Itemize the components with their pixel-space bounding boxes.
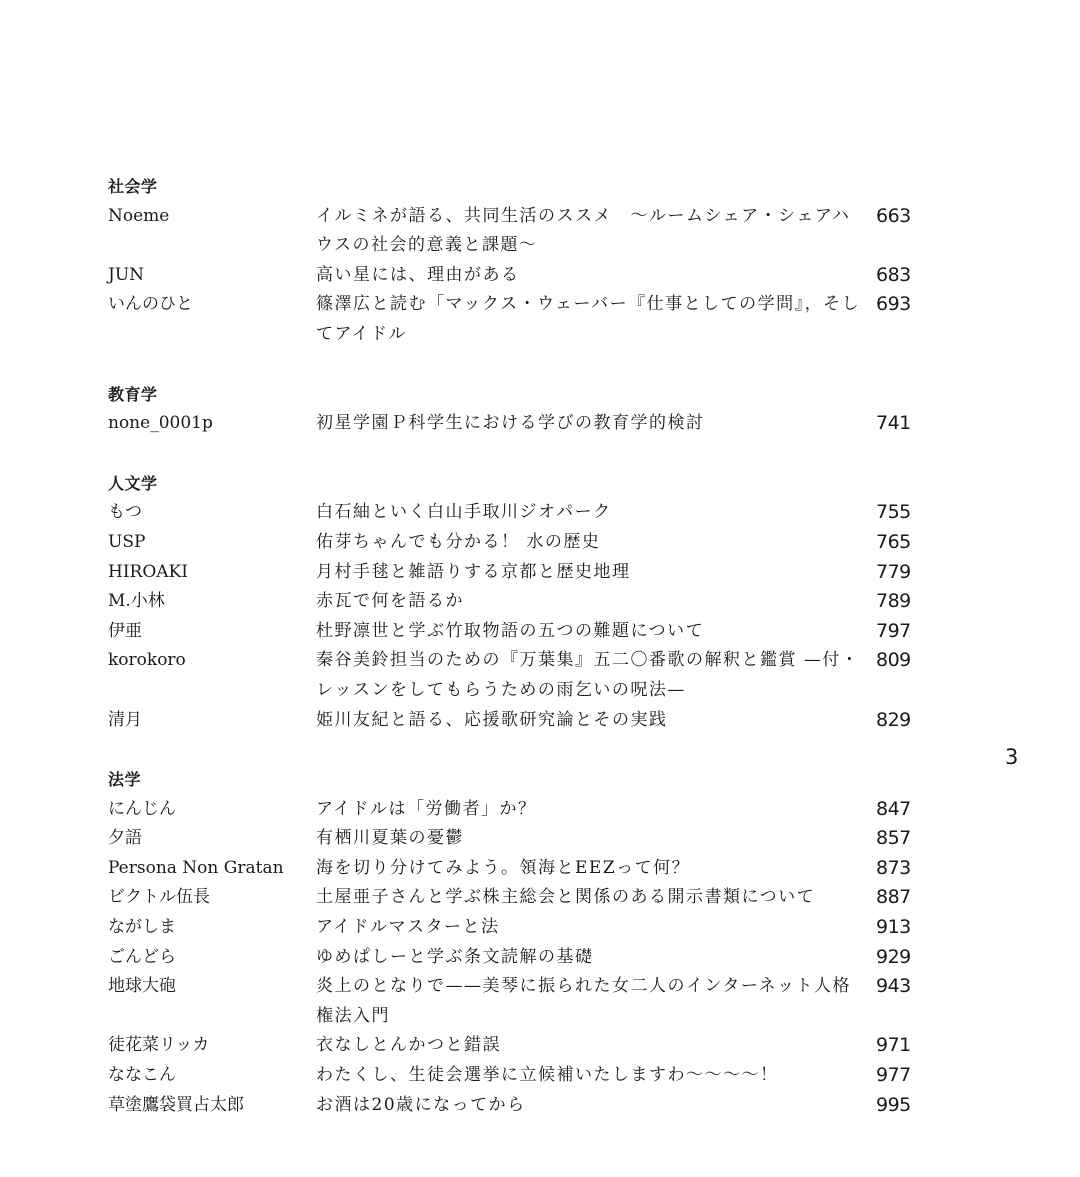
entry-page: 765 bbox=[876, 530, 911, 553]
toc-entry bbox=[108, 558, 918, 588]
entry-page: 663 bbox=[876, 204, 911, 227]
entry-title: 姫川友紀と語る、応援歌研究論とその実践 bbox=[316, 709, 668, 730]
entry-title: 篠澤広と読む「マックス・ウェーバー『仕事としての学問』，そしてアイドル bbox=[316, 294, 861, 344]
entry-author: none_0001p bbox=[108, 413, 213, 434]
table-of-contents bbox=[108, 172, 918, 1150]
entry-title: ゆめぱしーと学ぶ条文読解の基礎 bbox=[316, 946, 594, 967]
entry-page: 857 bbox=[876, 827, 911, 850]
toc-entry bbox=[108, 972, 918, 1031]
entry-title: 衣なしとんかつと錯誤 bbox=[316, 1035, 501, 1056]
entry-author: 清月 bbox=[108, 709, 142, 730]
entry-author: HIROAKI bbox=[108, 561, 188, 582]
entry-page: 829 bbox=[876, 708, 911, 731]
toc-section-sociology bbox=[108, 172, 918, 350]
entry-title: 赤瓦で何を語るか bbox=[316, 591, 464, 612]
entry-author: ななこん bbox=[108, 1065, 176, 1086]
toc-entry bbox=[108, 706, 918, 736]
entry-page: 943 bbox=[876, 975, 911, 998]
entry-author: korokoro bbox=[108, 650, 186, 671]
entry-title: 初星学園Ｐ科学生における学びの教育学的検討 bbox=[316, 413, 705, 434]
entry-title: 土屋亜子さんと学ぶ株主総会と関係のある開示書類について bbox=[316, 887, 816, 908]
toc-entry bbox=[108, 498, 918, 528]
entry-page: 873 bbox=[876, 856, 911, 879]
toc-entry bbox=[108, 587, 918, 617]
entry-title: 海を切り分けてみよう。領海とEEZって何？ bbox=[316, 857, 691, 878]
entry-author: Noeme bbox=[108, 205, 170, 226]
toc-entry bbox=[108, 824, 918, 854]
entry-author: もつ bbox=[108, 502, 142, 523]
entry-author: いんのひと bbox=[108, 294, 193, 315]
entry-title: アイドルは「労働者」か？ bbox=[316, 798, 537, 819]
toc-entry bbox=[108, 854, 918, 884]
toc-entry bbox=[108, 202, 918, 261]
entry-page: 683 bbox=[876, 263, 911, 286]
entry-title: 佑芽ちゃんでも分かる！ 水の歴史 bbox=[316, 531, 601, 552]
toc-entry bbox=[108, 409, 918, 439]
entry-page: 797 bbox=[876, 619, 911, 642]
entry-title: 月村手毬と雑語りする京都と歴史地理 bbox=[316, 561, 631, 582]
entry-author: 地球大砲 bbox=[108, 976, 176, 997]
entry-author: ごんどら bbox=[108, 946, 176, 967]
entry-author: 夕語 bbox=[108, 828, 142, 849]
section-heading: 社会学 bbox=[108, 177, 158, 196]
entry-page: 995 bbox=[876, 1093, 911, 1116]
entry-title: 炎上のとなりで——美琴に振られた女二人のインターネット人格権法入門 bbox=[316, 976, 851, 1026]
entry-author: にんじん bbox=[108, 798, 176, 819]
toc-entry bbox=[108, 617, 918, 647]
entry-title: 白石紬といく白山手取川ジオパーク bbox=[316, 502, 612, 523]
entry-author: 徒花菜リッカ bbox=[108, 1035, 210, 1056]
toc-entry bbox=[108, 943, 918, 973]
entry-author: USP bbox=[108, 531, 146, 552]
entry-page: 779 bbox=[876, 560, 911, 583]
entry-page: 755 bbox=[876, 501, 911, 524]
entry-author: M.小林 bbox=[108, 591, 165, 612]
section-heading: 教育学 bbox=[108, 384, 158, 404]
entry-page: 847 bbox=[876, 797, 911, 820]
entry-title: 高い星には、理由がある bbox=[316, 264, 520, 285]
entry-title: わたくし、生徒会選挙に立候補いたしますわ〜〜〜〜！ bbox=[316, 1065, 779, 1086]
entry-page: 693 bbox=[876, 293, 911, 316]
toc-section-law bbox=[108, 765, 918, 1120]
toc-entry bbox=[108, 261, 918, 291]
entry-title: アイドルマスターと法 bbox=[316, 917, 500, 938]
entry-title: 杜野凛世と学ぶ竹取物語の五つの難題について bbox=[316, 620, 705, 641]
section-heading: 法学 bbox=[108, 770, 142, 790]
entry-page: 913 bbox=[876, 916, 911, 939]
entry-author: 伊亜 bbox=[108, 620, 142, 641]
entry-page: 977 bbox=[876, 1064, 911, 1087]
entry-page: 929 bbox=[876, 945, 911, 968]
entry-title: 秦谷美鈴担当のための『万葉集』五二〇番歌の解釈と鑑賞 —付・レッスンをしてもらうための雨乞いの呪法— bbox=[316, 650, 860, 700]
entry-page: 971 bbox=[876, 1034, 911, 1057]
section-heading: 人文学 bbox=[108, 473, 158, 493]
toc-section-humanities bbox=[108, 469, 918, 735]
toc-entry bbox=[108, 646, 918, 705]
toc-section-education bbox=[108, 380, 918, 439]
entry-author: 草塗鷹袋買占太郎 bbox=[108, 1094, 244, 1115]
toc-entry bbox=[108, 913, 918, 943]
toc-entry bbox=[108, 290, 918, 349]
entry-title: イルミネが語る、共同生活のススメ 〜ルームシェア・シェアハウスの社会的意義と課題〜 bbox=[316, 205, 851, 256]
toc-entry bbox=[108, 1061, 918, 1091]
entry-title: お酒は20歳になってから bbox=[316, 1094, 526, 1115]
entry-title: 有栖川夏葉の憂鬱 bbox=[316, 828, 464, 849]
entry-author: Persona Non Gratan bbox=[108, 857, 284, 878]
toc-entry bbox=[108, 1091, 918, 1121]
entry-author: JUN bbox=[108, 264, 145, 285]
entry-page: 789 bbox=[876, 590, 911, 613]
toc-entry bbox=[108, 528, 918, 558]
toc-entry bbox=[108, 1031, 918, 1061]
entry-author: ビクトル伍長 bbox=[108, 887, 210, 908]
page-number: 3 bbox=[1005, 745, 1019, 769]
toc-entry bbox=[108, 795, 918, 825]
entry-author: ながしま bbox=[108, 917, 176, 938]
entry-page: 741 bbox=[876, 412, 911, 435]
entry-page: 809 bbox=[876, 649, 911, 672]
entry-page: 887 bbox=[876, 886, 911, 909]
toc-entry bbox=[108, 883, 918, 913]
